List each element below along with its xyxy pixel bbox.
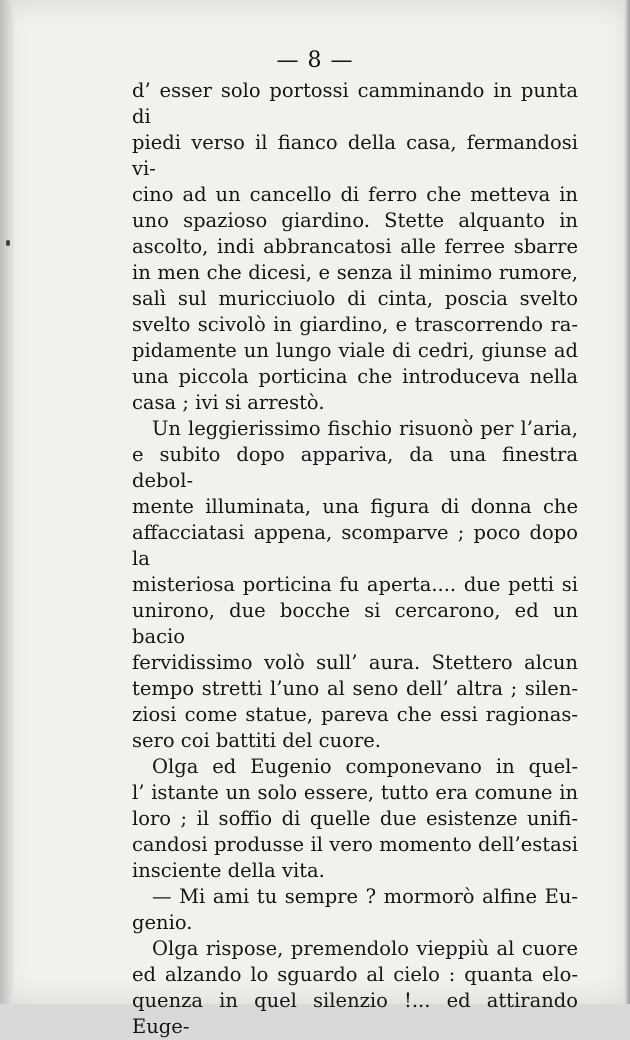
text-line: pidamente un lungo viale di cedri, giunse ad: [132, 339, 578, 362]
text-line: salì sul muricciuolo di cinta, poscia svelto: [132, 287, 578, 310]
text-line: e subito dopo appariva, da una finestra debol-: [132, 443, 578, 492]
text-line: svelto scivolò in giardino, e trascorrendo ra-: [132, 313, 578, 336]
text-line: piedi verso il fianco della casa, fermandosi vi-: [132, 131, 578, 180]
text-line: fervidissimo volò sull’ aura. Stettero alcun: [132, 651, 578, 674]
text-line: Un leggierissimo fischio risuonò per l’aria,: [152, 417, 578, 440]
text-line: l’ istante un solo essere, tutto era comune in: [132, 781, 578, 804]
text-line: uno spazioso giardino. Stette alquanto in: [132, 209, 578, 232]
page-number: — 8 —: [276, 48, 354, 73]
text-line: affacciatasi appena, scomparve ; poco dopo la: [132, 521, 578, 570]
text-line: — Mi ami tu sempre ? mormorò alfine Eu-: [152, 885, 578, 908]
ink-speck: [6, 240, 10, 246]
text-line: genio.: [132, 911, 193, 934]
text-line: ed alzando lo sguardo al cielo : quanta elo-: [132, 963, 578, 986]
text-line: unirono, due bocche si cercarono, ed un bacio: [132, 599, 578, 648]
page-left-edge-shadow: [0, 0, 14, 1004]
text-line: ascolto, indi abbrancatosi alle ferree sbarre: [132, 235, 578, 258]
text-line: una piccola porticina che introduceva nella: [132, 365, 578, 388]
text-line: in men che dicesi, e senza il minimo rumore,: [132, 261, 578, 284]
text-line: Olga rispose, premendolo vieppiù al cuore: [152, 937, 578, 960]
text-line: ziosi come statue, pareva che essi ragionas-: [132, 703, 578, 726]
text-line: casa ; ivi si arrestò.: [132, 391, 325, 414]
text-line: d’ esser solo portossi camminando in punta di: [132, 79, 578, 128]
text-line: cino ad un cancello di ferro che metteva in: [132, 183, 578, 206]
text-line: Olga ed Eugenio componevano in quel-: [152, 755, 578, 778]
text-line: mente illuminata, una figura di donna che: [132, 495, 578, 518]
page-right-edge-shadow: [624, 0, 630, 1004]
text-line: loro ; il soffio di quelle due esistenze unifi-: [132, 807, 578, 830]
text-line: tempo stretti l’uno al seno dell’ altra ; silen-: [132, 677, 578, 700]
text-line: sero coi battiti del cuore.: [132, 729, 381, 752]
body-text: [132, 78, 578, 1040]
text-line: insciente della vita.: [132, 859, 325, 882]
text-line: candosi produsse il vero momento dell’estasi: [132, 833, 578, 856]
text-line: quenza in quel silenzio !... ed attirando Euge-: [132, 989, 578, 1038]
text-line: misteriosa porticina fu aperta.... due petti si: [132, 573, 578, 596]
